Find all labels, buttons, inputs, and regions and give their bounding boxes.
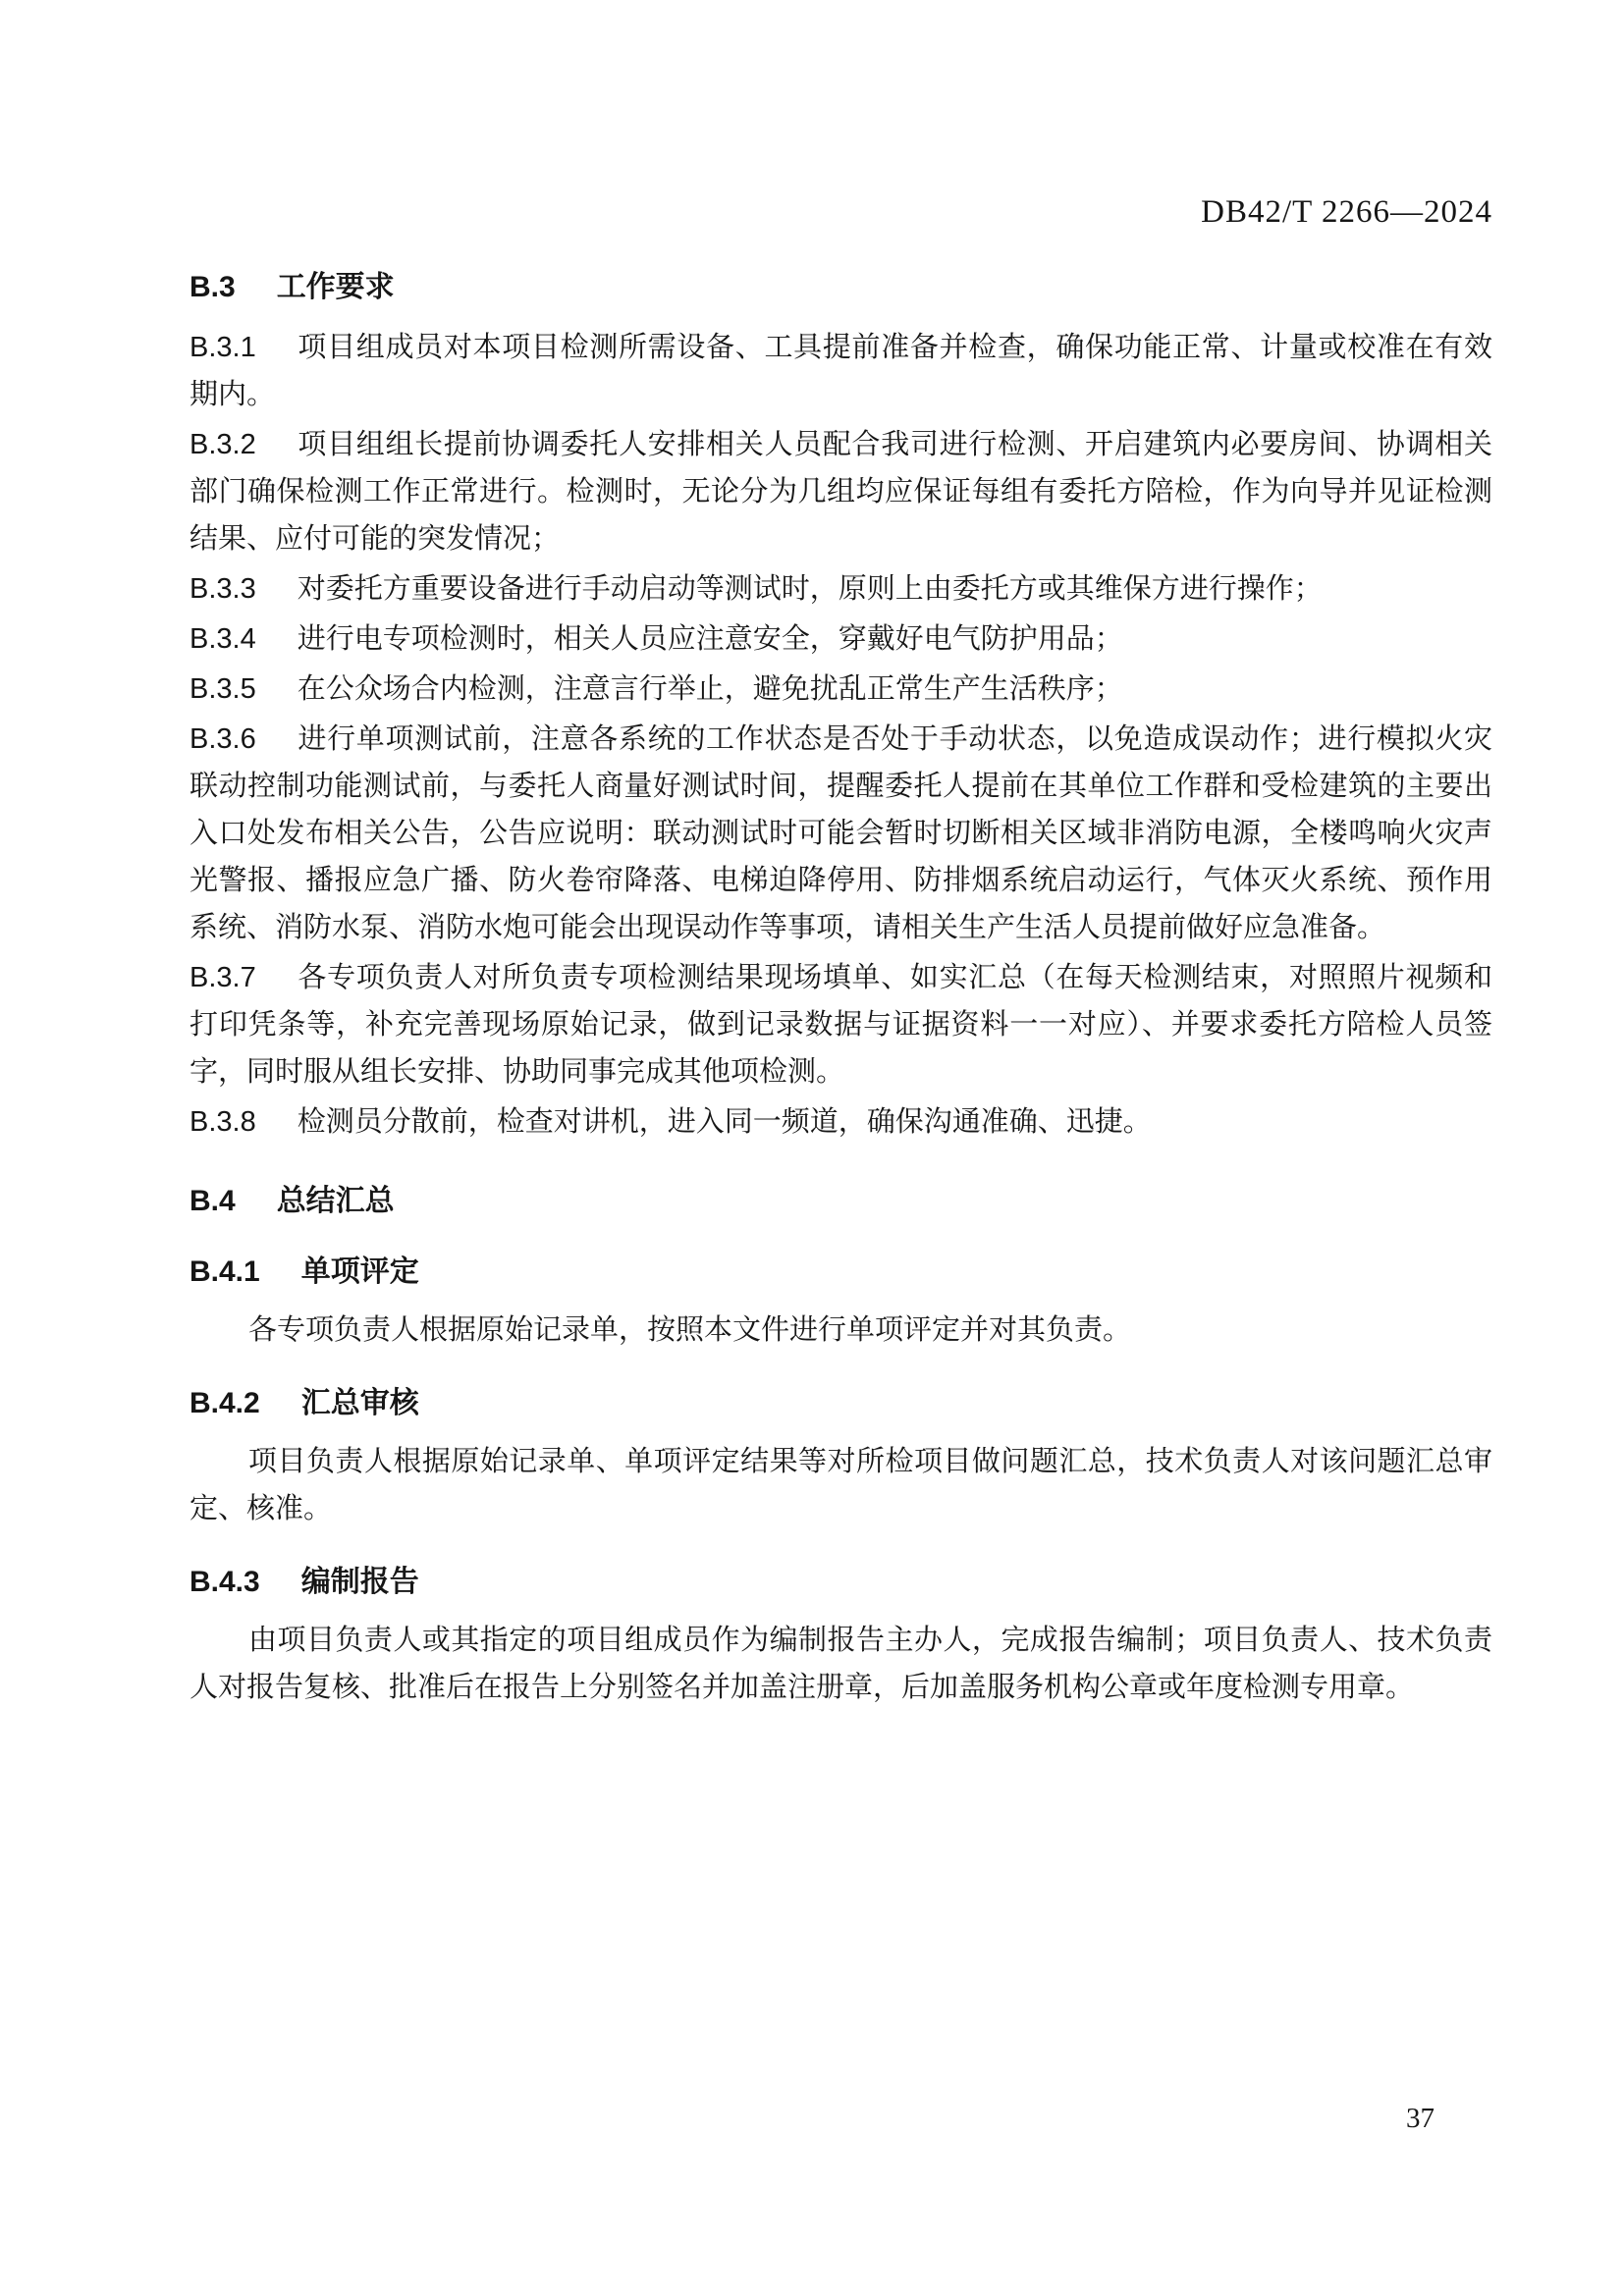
page-content [189, 192, 1492, 1714]
clause-b4-2-text: 项目负责人根据原始记录单、单项评定结果等对所检项目做问题汇总，技术负责人对该问题汇总审定、核准。 [189, 1446, 1492, 1524]
subsection-heading-b4-3 [189, 1562, 1492, 1603]
clause-text: 检测员分散前，检查对讲机，进入同一频道，确保沟通准确、迅捷。 [297, 1106, 1152, 1138]
subsection-number: B.4.1 [189, 1255, 260, 1288]
clause-b4-1-text: 各专项负责人根据原始记录单，按照本文件进行单项评定并对其负责。 [248, 1314, 1132, 1346]
clause-b3-1 [189, 324, 1492, 418]
section-heading-b3 [189, 267, 1492, 308]
section-number: B.3 [189, 271, 236, 303]
clause-b3-3 [189, 565, 1492, 613]
clause-b3-8 [189, 1098, 1492, 1146]
clause-b3-2 [189, 421, 1492, 562]
clause-text: 对委托方重要设备进行手动启动等测试时，原则上由委托方或其维保方进行操作； [297, 573, 1323, 605]
clause-b3-4 [189, 615, 1492, 663]
clause-number: B.3.4 [189, 623, 256, 655]
subsection-number: B.4.2 [189, 1387, 260, 1419]
section-title: 总结汇总 [276, 1185, 395, 1217]
subsection-title: 汇总审核 [300, 1387, 419, 1419]
clause-b3-7 [189, 954, 1492, 1095]
clause-text: 进行单项测试前，注意各系统的工作状态是否处于手动状态，以免造成误动作；进行模拟火灾联动控制功能测试前，与委托人商量好测试时间，提醒委托人提前在其单位工作群和受检建筑的主要出入口处发布相关公告，公告应说明：联动测试时可能会暂时切断相关区域非消防电源，全楼鸣响火灾声光警报、播报应急广播、防火卷帘降落、电梯迫降停用、防排烟系统启动运行，气体灭火系统、预作用系统、消防水泵、消防水炮可能会出现误动作等事项，请相关生产生活人员提前做好应急准备。 [189, 723, 1492, 943]
clause-number: B.3.5 [189, 673, 256, 705]
subsection-heading-b4-2 [189, 1383, 1492, 1424]
subsection-title: 单项评定 [300, 1255, 419, 1288]
clause-text: 项目组成员对本项目检测所需设备、工具提前准备并检查，确保功能正常、计量或校准在有效期内。 [189, 332, 1492, 410]
clause-number: B.3.3 [189, 573, 256, 605]
page-number: 37 [1406, 2103, 1435, 2134]
subsection-title: 编制报告 [300, 1566, 419, 1598]
section-number: B.4 [189, 1185, 236, 1217]
clause-number: B.3.7 [189, 962, 256, 993]
clause-number: B.3.6 [189, 723, 256, 755]
section-title: 工作要求 [276, 271, 395, 303]
clause-text: 项目组组长提前协调委托人安排相关人员配合我司进行检测、开启建筑内必要房间、协调相关部门确保检测工作正常进行。检测时，无论分为几组均应保证每组有委托方陪检，作为向导并见证检测结果、应付可能的突发情况； [189, 429, 1492, 555]
clause-text: 在公众场合内检测，注意言行举止，避免扰乱正常生产生活秩序； [297, 673, 1123, 705]
clause-text: 进行电专项检测时，相关人员应注意安全，穿戴好电气防护用品； [297, 623, 1123, 655]
clause-b3-6 [189, 716, 1492, 951]
document-code-header: DB42/T 2266—2024 [1201, 194, 1492, 230]
clause-number: B.3.1 [189, 332, 256, 363]
clause-b3-5 [189, 666, 1492, 713]
clause-text: 各专项负责人对所负责专项检测结果现场填单、如实汇总（在每天检测结束，对照照片视频和打印凭条等，补充完善现场原始记录，做到记录数据与证据资料一一对应）、并要求委托方陪检人员签字，同时服从组长安排、协助同事完成其他项检测。 [189, 962, 1492, 1088]
clause-b4-3-text: 由项目负责人或其指定的项目组成员作为编制报告主办人，完成报告编制；项目负责人、技术负责人对报告复核、批准后在报告上分别签名并加盖注册章，后加盖服务机构公章或年度检测专用章。 [189, 1625, 1492, 1703]
clause-number: B.3.2 [189, 429, 256, 460]
clause-number: B.3.8 [189, 1106, 256, 1138]
subsection-number: B.4.3 [189, 1566, 260, 1598]
subsection-heading-b4-1 [189, 1252, 1492, 1293]
section-heading-b4 [189, 1181, 1492, 1222]
